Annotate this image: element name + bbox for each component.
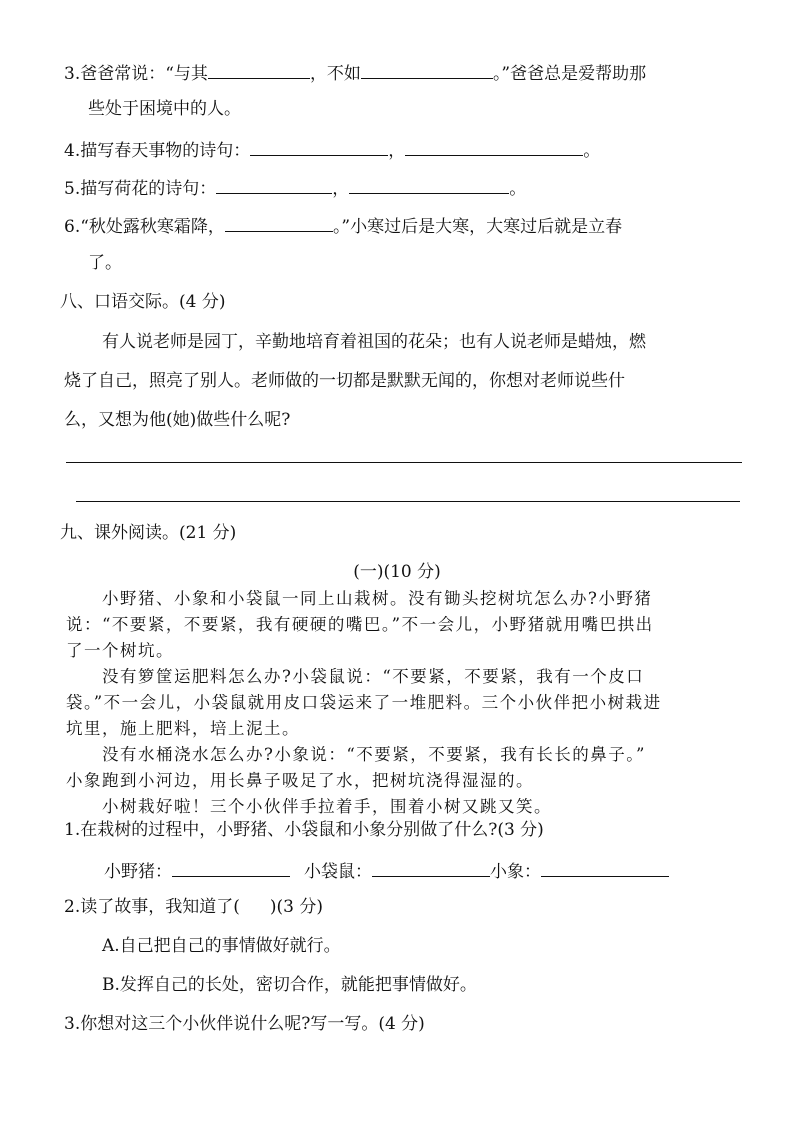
story-line: 袋。”不一会儿，小袋鼠就用皮口袋运来了一堆肥料。三个小伙伴把小树栽进: [66, 693, 662, 712]
section8-paragraph-line: 么，又想为他(她)做些什么呢?: [64, 410, 291, 430]
question-1: 1.在栽树的过程中，小野猪、小袋鼠和小象分别做了什么?(3 分): [64, 820, 544, 840]
answer-blank[interactable]: [208, 60, 310, 79]
answer-blank[interactable]: [349, 175, 509, 194]
story-line: 说：“不要紧，不要紧，我有硬硬的嘴巴。”不一会儿，小野猪就用嘴巴拱出: [66, 615, 654, 634]
answer-blank[interactable]: [225, 213, 333, 232]
passage-subtitle: (一)(10 分): [353, 562, 441, 582]
answer-blank[interactable]: [250, 137, 388, 156]
story-line: 了一个树坑。: [66, 641, 174, 660]
option-a[interactable]: A.自己把自己的事情做好就行。: [102, 936, 341, 956]
section9-heading: 九、课外阅读。(21 分): [60, 523, 237, 543]
story-line: 小野猪、小象和小袋鼠一同上山栽树。没有锄头挖树坑怎么办?小野猪: [102, 589, 653, 608]
fill-q6: 6.“秋处露秋寒霜降， 。”小寒过后是大寒，大寒过后就是立春: [64, 213, 622, 238]
question-2: 2.读了故事，我知道了( )(3 分): [64, 897, 323, 917]
answer-blank[interactable]: [541, 858, 669, 877]
story-line: 没有水桶浇水怎么办?小象说：“不要紧，不要紧，我有长长的鼻子。”: [102, 745, 646, 764]
answer-line[interactable]: [76, 501, 740, 502]
fill-q3-continued: 些处于困境中的人。: [88, 99, 241, 119]
story-line: 小树栽好啦！三个小伙伴手拉着手，围着小树又跳又笑。: [102, 797, 552, 816]
section8-paragraph-line: 有人说老师是园丁，辛勤地培育着祖国的花朵；也有人说老师是蜡烛，燃: [102, 332, 646, 352]
fill-q3: 3.爸爸常说：“与其 ，不如 。”爸爸总是爱帮助那: [64, 60, 646, 85]
answer-blank[interactable]: [405, 137, 583, 156]
story-line: 没有箩筐运肥料怎么办?小袋鼠说：“不要紧，不要紧，我有一个皮口: [102, 667, 645, 686]
question-1-answers: 小野猪： 小袋鼠： 小象：: [104, 858, 669, 883]
section8-paragraph-line: 烧了自己，照亮了别人。老师做的一切都是默默无闻的，你想对老师说些什: [64, 371, 625, 391]
question-3: 3.你想对这三个小伙伴说什么呢?写一写。(4 分): [64, 1014, 425, 1034]
answer-blank[interactable]: [361, 60, 493, 79]
section8-heading: 八、口语交际。(4 分): [60, 292, 226, 312]
option-b[interactable]: B.发挥自己的长处，密切合作，就能把事情做好。: [102, 975, 477, 995]
fill-q5: 5.描写荷花的诗句： ， 。: [64, 175, 526, 200]
story-line: 小象跑到小河边，用长鼻子吸足了水，把树坑浇得湿湿的。: [66, 771, 534, 790]
story-line: 坑里，施上肥料，培上泥土。: [66, 719, 300, 738]
fill-q6-continued: 了。: [88, 253, 122, 273]
answer-blank[interactable]: [372, 858, 490, 877]
answer-line[interactable]: [66, 462, 742, 463]
fill-q4: 4.描写春天事物的诗句： ， 。: [64, 137, 600, 162]
answer-blank[interactable]: [216, 175, 332, 194]
answer-blank[interactable]: [172, 858, 290, 877]
